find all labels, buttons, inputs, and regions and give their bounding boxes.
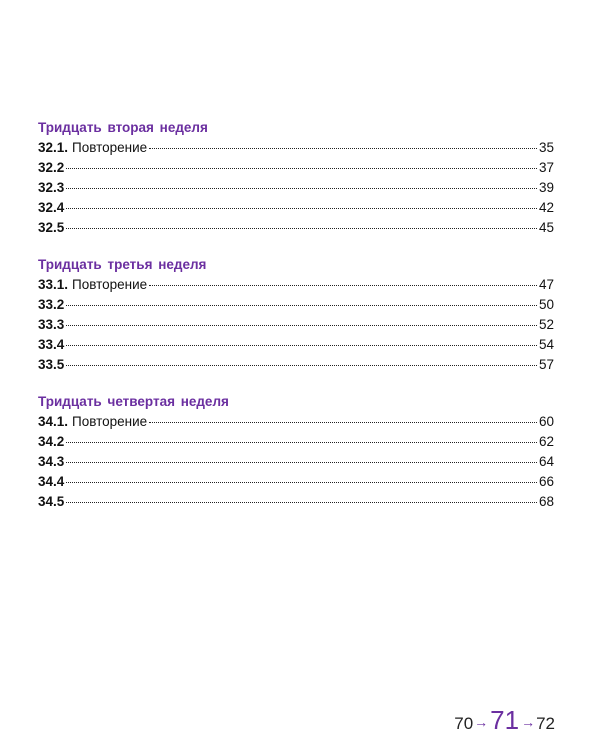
toc-row-number: 34.5 bbox=[38, 494, 65, 509]
toc-row[interactable] bbox=[38, 472, 554, 492]
toc-row-page: 64 bbox=[538, 454, 554, 469]
toc-row-number: 34.1. bbox=[38, 414, 69, 429]
dot-leader bbox=[66, 188, 537, 189]
section-title: Тридцать третья неделя bbox=[38, 257, 207, 272]
page-number-indicator bbox=[454, 705, 555, 736]
dot-leader bbox=[66, 228, 537, 229]
toc-row-page: 47 bbox=[538, 277, 554, 292]
toc-row-page: 54 bbox=[538, 337, 554, 352]
toc-row-number: 32.1. bbox=[38, 140, 69, 155]
toc-row[interactable] bbox=[38, 295, 554, 315]
toc-row-page: 50 bbox=[538, 297, 554, 312]
toc-row-number: 34.3 bbox=[38, 454, 65, 469]
toc-row-number: 32.4 bbox=[38, 200, 65, 215]
toc-row-page: 45 bbox=[538, 220, 554, 235]
dot-leader bbox=[66, 365, 537, 366]
toc-row-number: 34.2 bbox=[38, 434, 65, 449]
toc-row-number: 33.1. bbox=[38, 277, 69, 292]
toc-row-page: 57 bbox=[538, 357, 554, 372]
section-title: Тридцать вторая неделя bbox=[38, 120, 208, 135]
toc-row-page: 62 bbox=[538, 434, 554, 449]
toc-section-week-32 bbox=[38, 118, 554, 238]
toc-row-number: 32.3 bbox=[38, 180, 65, 195]
toc-row[interactable] bbox=[38, 178, 554, 198]
toc-row-page: 66 bbox=[538, 474, 554, 489]
toc-row-label: Повторение bbox=[72, 277, 148, 292]
dot-leader bbox=[66, 208, 537, 209]
dot-leader bbox=[66, 462, 537, 463]
toc-row-page: 37 bbox=[538, 160, 554, 175]
toc-row-label: Повторение bbox=[72, 414, 148, 429]
toc-row-number: 33.5 bbox=[38, 357, 65, 372]
toc-section-week-33 bbox=[38, 255, 554, 375]
dot-leader bbox=[66, 345, 537, 346]
toc-row-page: 68 bbox=[538, 494, 554, 509]
toc-row[interactable] bbox=[38, 275, 554, 295]
toc-row-label: Повторение bbox=[72, 140, 148, 155]
toc-section-week-34 bbox=[38, 392, 554, 512]
toc-row[interactable] bbox=[38, 355, 554, 375]
dot-leader bbox=[66, 325, 537, 326]
toc-row-page: 35 bbox=[538, 140, 554, 155]
toc-row-number: 33.2 bbox=[38, 297, 65, 312]
toc-row[interactable] bbox=[38, 138, 554, 158]
toc-row-number: 34.4 bbox=[38, 474, 65, 489]
toc-row-number: 33.3 bbox=[38, 317, 65, 332]
toc-row-page: 52 bbox=[538, 317, 554, 332]
toc-row-number: 33.4 bbox=[38, 337, 65, 352]
toc-row-number: 32.2 bbox=[38, 160, 65, 175]
toc-row[interactable] bbox=[38, 412, 554, 432]
current-page-number: 71 bbox=[490, 705, 520, 735]
toc-row[interactable] bbox=[38, 218, 554, 238]
arrow-right-icon: → bbox=[474, 714, 489, 730]
toc-row[interactable] bbox=[38, 198, 554, 218]
arrow-right-icon: → bbox=[521, 714, 536, 730]
next-page-number[interactable]: 72 bbox=[536, 714, 555, 733]
dot-leader bbox=[149, 285, 537, 286]
dot-leader bbox=[66, 442, 537, 443]
dot-leader bbox=[66, 305, 537, 306]
dot-leader bbox=[66, 482, 537, 483]
toc-row-page: 60 bbox=[538, 414, 554, 429]
toc-row-page: 42 bbox=[538, 200, 554, 215]
toc-row[interactable] bbox=[38, 158, 554, 178]
toc-row-page: 39 bbox=[538, 180, 554, 195]
dot-leader bbox=[149, 422, 537, 423]
toc-row[interactable] bbox=[38, 335, 554, 355]
section-title: Тридцать четвертая неделя bbox=[38, 394, 229, 409]
toc-row-number: 32.5 bbox=[38, 220, 65, 235]
toc-row[interactable] bbox=[38, 432, 554, 452]
dot-leader bbox=[149, 148, 537, 149]
dot-leader bbox=[66, 168, 537, 169]
toc-row[interactable] bbox=[38, 452, 554, 472]
toc-row[interactable] bbox=[38, 315, 554, 335]
toc-row[interactable] bbox=[38, 492, 554, 512]
dot-leader bbox=[66, 502, 537, 503]
previous-page-number[interactable]: 70 bbox=[454, 714, 474, 733]
table-of-contents bbox=[38, 118, 554, 529]
